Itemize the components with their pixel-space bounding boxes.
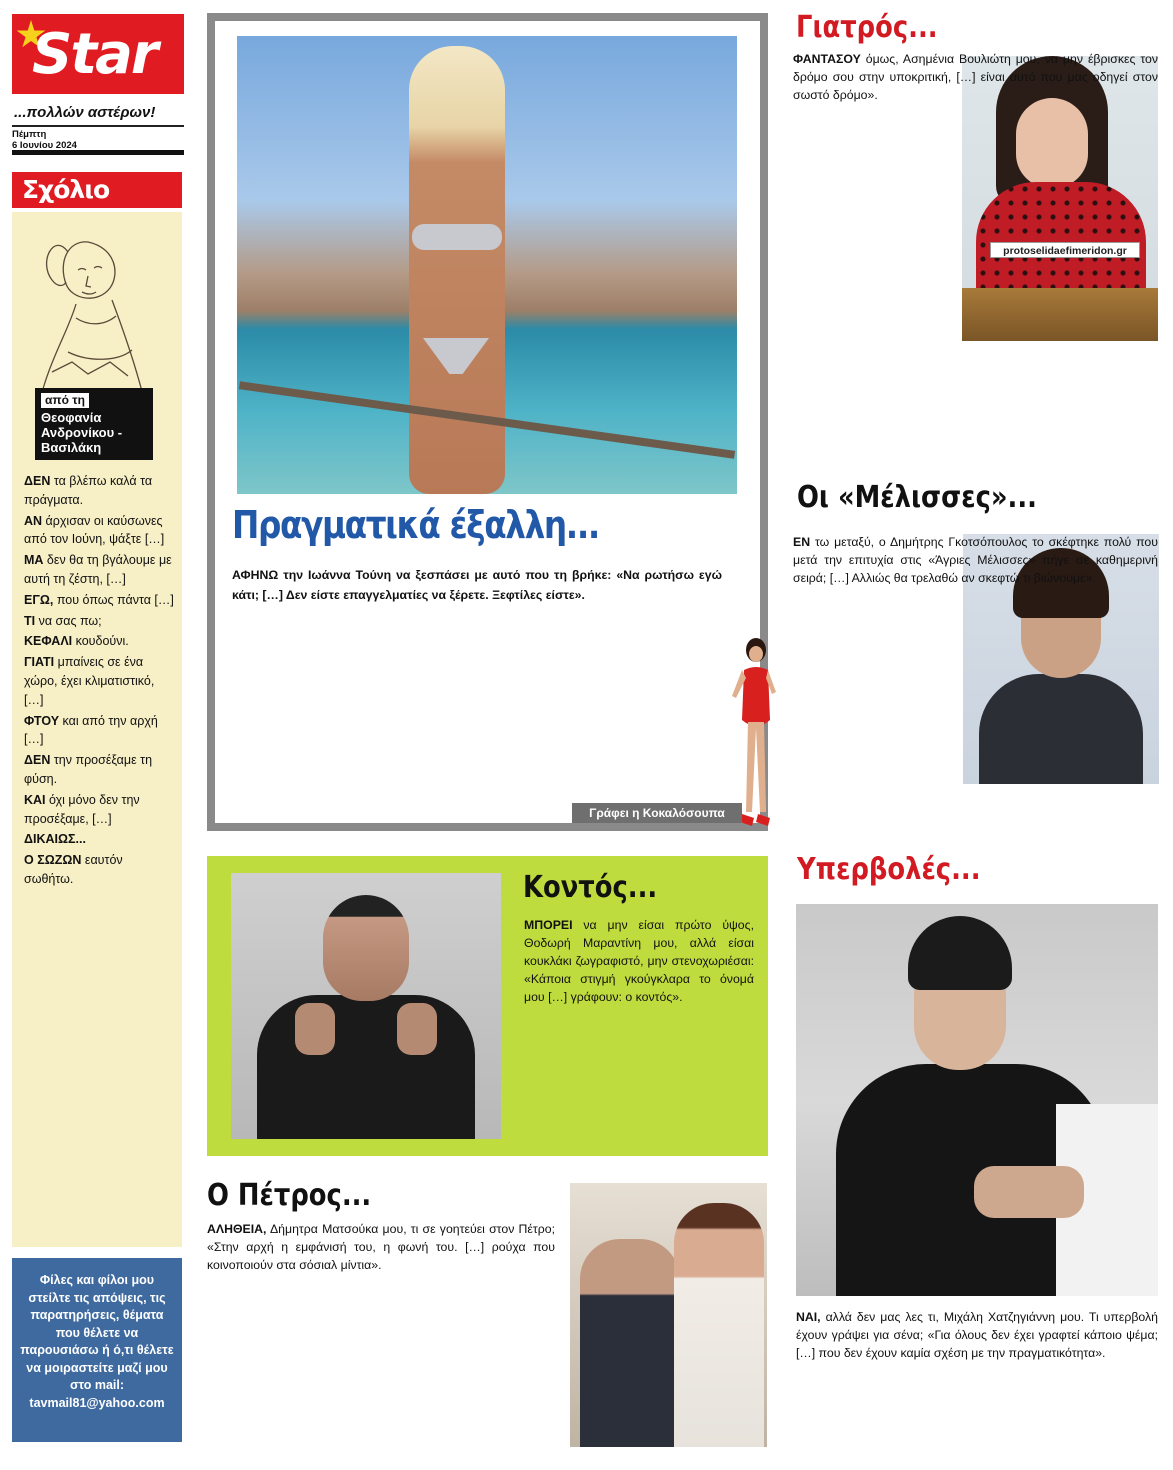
petros-story-headline: Ο Πέτρος...: [207, 1178, 372, 1213]
paragraph-lead: ΚΕΦΑΛΙ: [24, 634, 73, 649]
photo-figure: [409, 46, 505, 494]
paragraph-text: άρχισαν οι καύσωνες από τον Ιούνη, ψάξτε […]: [24, 513, 165, 547]
slogan: ...πολλών αστέρων!: [14, 104, 156, 121]
column-paragraph: [24, 551, 174, 589]
paragraph-lead: ΚΑΙ: [24, 792, 46, 807]
story-lead: ΦΑΝΤΑΣΟΥ: [793, 52, 861, 66]
column-paragraph: [24, 591, 174, 610]
column-title: Σχόλιο: [12, 172, 182, 208]
paragraph-lead: ΔΙΚΑΙΩΣ...: [24, 832, 86, 847]
paragraph-lead: ΑΝ: [24, 513, 43, 528]
paragraph-lead: ΓΙΑΤΙ: [24, 655, 55, 670]
column-paragraph: [24, 830, 174, 849]
main-story-body: [232, 566, 722, 606]
short-story-headline: Κοντός...: [523, 870, 658, 905]
paragraph-lead: ΕΓΩ,: [24, 592, 54, 607]
column-author: [35, 388, 153, 460]
story-text: όμως, Ασημένια Βουλιώτη μου, να μην έβρισκες τον δρόμο σου στην υποκριτική, […] είναι αυτό που μας οδηγεί στον σωστό δρόμο».: [793, 52, 1158, 102]
issue-day: Πέμπτη: [12, 129, 47, 140]
reader-mail-box: [12, 1258, 182, 1442]
exaggerations-story-photo: [796, 904, 1158, 1296]
paragraph-text: που όπως πάντα […]: [53, 592, 174, 607]
paragraph-text: εαυτόν σωθήτω.: [24, 853, 123, 886]
story-text: αλλά δεν μας λες τι, Μιχάλη Χατζηγιάννη μου. Τι υπερβολή έχουν γράψει για σένα; «Για όλους δεν έχει γραφτεί κάποιο ψέμα; […] που δεν έχουν καμία σχέση με την πραγματικότητα».: [796, 1310, 1158, 1360]
main-story-photo: [237, 36, 737, 494]
column-paragraph: [24, 653, 174, 709]
photo-figure: [580, 1239, 680, 1447]
paragraph-lead: Ο ΣΩΖΩΝ: [24, 853, 82, 868]
paragraph-text: μπαίνεις σε ένα χώρο, έχει κλιματιστικό, […]: [24, 655, 155, 707]
bees-story-body: [793, 533, 1158, 587]
petros-story-body: [207, 1220, 555, 1274]
column-paragraph: [24, 751, 174, 789]
author-name: Θεοφανία Ανδρονίκου - Βασιλάκη: [41, 410, 123, 455]
watermark: protoselidaefimeridon.gr: [990, 242, 1140, 258]
story-lead: ΑΛΗΘΕΙΑ,: [207, 1222, 267, 1236]
short-story-photo: [231, 873, 501, 1139]
story-text: τω μεταξύ, ο Δημήτρης Γκοτσόπουλος το σκέφτηκε πολύ που μετά την επιτυχία στις «Άγριες Μέλισσες» πήγε σε καθημερινή σειρά; […] Αλλιώς θα τρελαθώ αν σκεφτώ τι βιώνουμε».: [793, 535, 1158, 585]
mail-address-link[interactable]: tavmail81@yahoo.com: [29, 1395, 165, 1410]
paragraph-lead: ΦΤΟΥ: [24, 713, 60, 728]
author-sketch-icon: [28, 222, 158, 412]
petros-story-photo: [570, 1183, 767, 1447]
story-text: να μην είσαι πρώτο ύψος, Θοδωρή Μαραντίνη μου, αλλά είσαι κουκλάκι ζωγραφιστό, μην στενοχωριέσαι: «Κάποια στιγμή γκούγκλαρα το όνομά μου […] γράφουν: ο κοντός».: [524, 918, 754, 1004]
photo-detail: [974, 1166, 1084, 1218]
column-paragraph: [24, 512, 174, 550]
photo-figure: [674, 1203, 764, 1447]
column-paragraph: [24, 472, 174, 510]
byline: Γράφει η Κοκαλόσουπα: [572, 803, 742, 823]
photo-detail: [412, 224, 502, 250]
photo-detail: [908, 916, 1012, 990]
mail-invitation: Φίλες και φίλοι μου στείλτε τις απόψεις, τις παρατηρήσεις, θέματα που θέλετε να παρουσιάσω ή ό,τι θέλετε να μοιραστείτε μαζί μου στο mail:: [20, 1273, 174, 1392]
paragraph-text: και από την αρχή […]: [24, 713, 158, 747]
doctor-story-headline: Γιατρός...: [796, 10, 938, 45]
photo-detail: [397, 1003, 437, 1055]
column-paragraph: [24, 632, 174, 651]
paragraph-lead: ΔΕΝ: [24, 474, 51, 488]
paragraph-lead: ΜΑ: [24, 553, 44, 568]
star-logo: [12, 14, 184, 94]
column-paragraph: [24, 791, 174, 829]
paragraph-text: τα βλέπω καλά τα πράγματα.: [24, 474, 153, 507]
story-lead: ΜΠΟΡΕΙ: [524, 918, 573, 932]
main-story-headline: Πραγματικά έξαλλη...: [232, 503, 599, 547]
paragraph-text: δεν θα τη βγάλουμε με αυτή τη ζέστη, […]: [24, 553, 172, 586]
paragraph-lead: ΤΙ: [24, 613, 36, 628]
bees-story-headline: Οι «Μέλισσες»...: [797, 480, 1037, 515]
photo-detail: [295, 1003, 335, 1055]
story-lead: ΑΦΗΝΩ: [232, 568, 279, 582]
column-body: [24, 472, 174, 891]
exaggerations-story-headline: Υπερβολές...: [797, 852, 981, 887]
exaggerations-story-body: [796, 1308, 1158, 1362]
story-text: την Ιωάννα Τούνη να ξεσπάσει με αυτό που τη βρήκε: «Να ρωτήσω εγώ κάτι; […] Δεν είστε επαγγελματίες να ξέρετε. Ξεφτίλες είστε».: [232, 568, 722, 602]
paragraph-text: όχι μόνο δεν την προσέξαμε, […]: [24, 792, 140, 826]
issue-date: 6 Ιουνίου 2024: [12, 140, 77, 151]
doctor-story-body: [793, 50, 1158, 104]
column-paragraph: [24, 612, 174, 631]
photo-figure: [257, 995, 475, 1139]
story-lead: ΝΑΙ,: [796, 1310, 821, 1324]
story-lead: ΕΝ: [793, 535, 811, 549]
paragraph-text: να σας πω;: [35, 613, 102, 628]
photo-figure: [1016, 98, 1088, 188]
dateline: [12, 125, 184, 155]
author-prefix: από τη: [41, 393, 89, 408]
column-paragraph: [24, 851, 174, 889]
photo-figure: [323, 895, 409, 1001]
paragraph-lead: ΔΕΝ: [24, 753, 51, 768]
photo-figure: [979, 674, 1143, 784]
paragraph-text: κουδούνι.: [72, 634, 129, 649]
photo-detail: [962, 288, 1158, 341]
short-story-body: [524, 916, 754, 1006]
column-paragraph: [24, 712, 174, 750]
logo-text: Star: [32, 22, 157, 87]
story-text: Δήμητρα Ματσούκα μου, τι σε γοητεύει στον Πέτρο; «Στην αρχή η εμφάνισή του, η φωνή του. […] ρούχα που κοινοποιούν στα σόσιαλ μίντια».: [207, 1222, 555, 1272]
paragraph-text: την προσέξαμε τη φύση.: [24, 753, 153, 786]
